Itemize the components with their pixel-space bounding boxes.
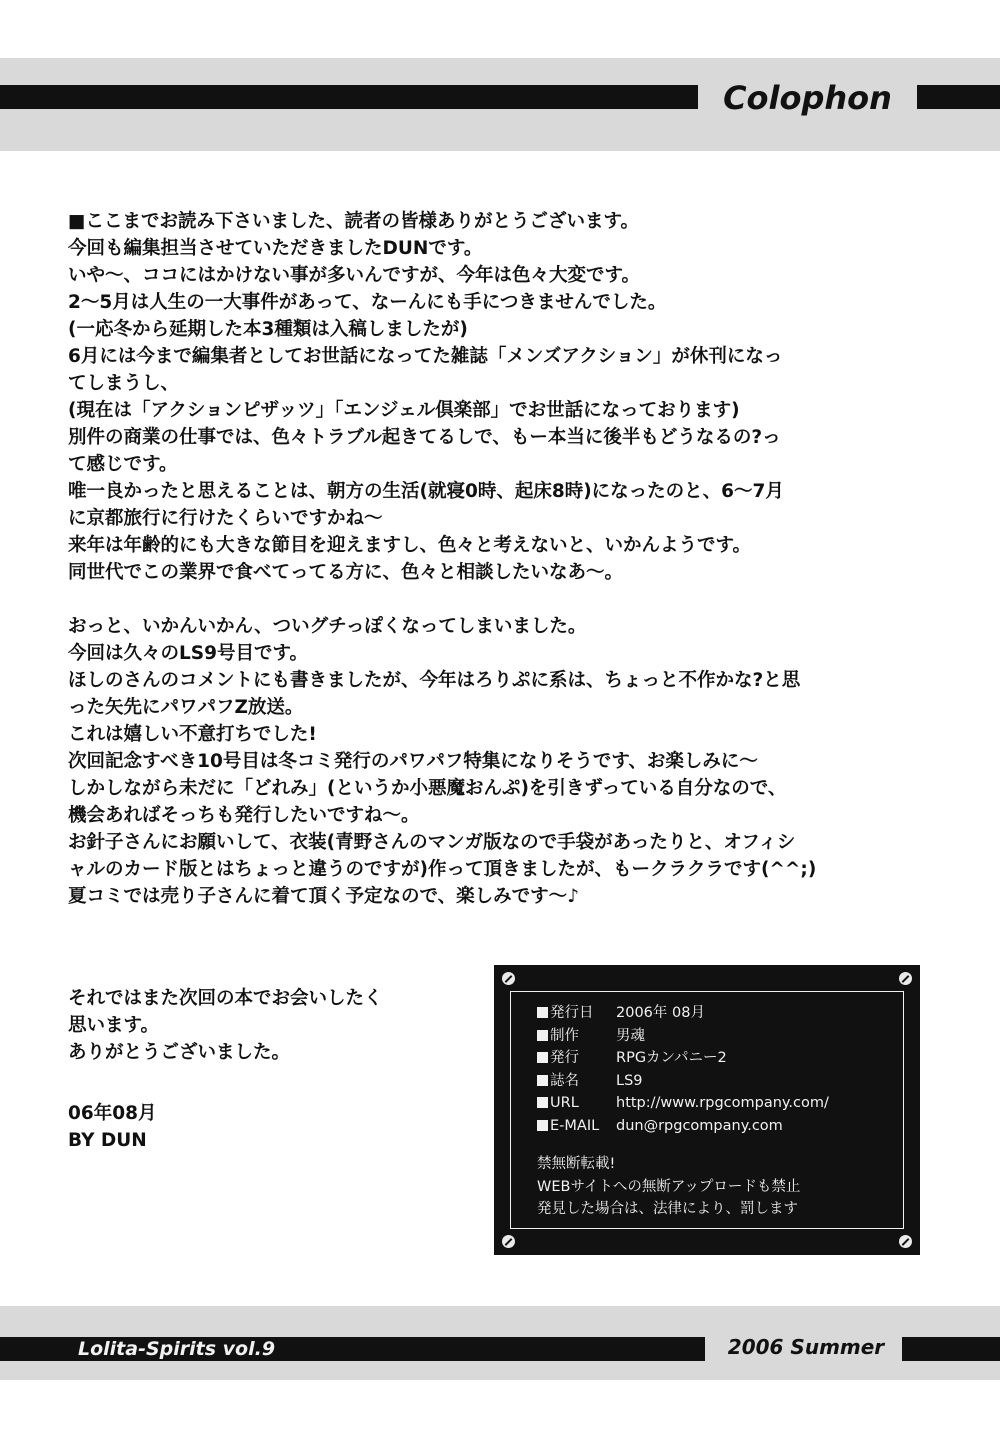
text-line: 機会あればそっちも発行したいですね～。 — [68, 805, 420, 826]
footer-series-title: Lolita-Spirits vol.9 — [78, 1338, 276, 1360]
info-value: 2006年 08月 — [616, 1005, 705, 1021]
info-key: URL — [550, 1095, 579, 1111]
text-line: それではまた次回の本でお会いしたく — [68, 988, 383, 1009]
text-line: (一応冬から延期した本3種類は入稿しましたが) — [68, 319, 468, 340]
text-line: 2～5月は人生の一大事件があって、なーんにも手につきませんでした。 — [68, 292, 667, 313]
signoff — [68, 1100, 368, 1154]
info-value: 男魂 — [616, 1027, 645, 1044]
bullet-square-icon — [537, 1007, 548, 1018]
info-row-publisher — [537, 1047, 893, 1070]
header-stripe-right — [917, 85, 1000, 109]
text-line: (現在は「アクションピザッツ」「エンジェル倶楽部」でお世話になっております) — [68, 400, 740, 421]
bullet-square-icon — [537, 1097, 548, 1108]
info-row-url — [537, 1092, 893, 1115]
text-line: てしまうし、 — [68, 373, 180, 394]
text-line: これは嬉しい不意打ちでした! — [68, 724, 317, 745]
info-note: 発見した場合は、法律により、罰します — [537, 1201, 798, 1217]
paragraph-2 — [68, 613, 948, 910]
info-row-title — [537, 1070, 893, 1093]
header-stripe-left — [0, 85, 698, 109]
screw-icon — [502, 1235, 515, 1248]
signoff-author: BY DUN — [68, 1130, 147, 1151]
screw-icon — [899, 972, 912, 985]
text-line: 今回も編集担当させていただきましたDUNです。 — [68, 238, 483, 259]
info-key: 発行日 — [550, 1005, 594, 1021]
text-line: った矢先にパワパフZ放送。 — [68, 697, 304, 718]
paragraph-1 — [68, 208, 948, 586]
info-row-production — [537, 1025, 893, 1048]
text-line: 唯一良かったと思えることは、朝方の生活(就寝0時、起床8時)になったのと、6～7月 — [68, 481, 784, 502]
page-title: Colophon — [723, 79, 892, 117]
info-row-issue-date — [537, 1002, 893, 1025]
info-key: 誌名 — [550, 1072, 579, 1089]
screw-icon — [502, 972, 515, 985]
text-line: 思います。 — [68, 1015, 160, 1036]
footer-stripe-mid — [300, 1337, 705, 1361]
info-note: WEBサイトへの無断アップロードも禁止 — [537, 1178, 801, 1195]
info-value: LS9 — [616, 1072, 643, 1089]
text-line: ャルのカード版とはちょっと違うのですが)作って頂きましたが、もークラクラです(^^;) — [68, 859, 817, 880]
info-box-content — [537, 1002, 893, 1221]
info-key: 発行 — [550, 1050, 579, 1066]
text-line: お針子さんにお願いして、衣装(青野さんのマンガ版なので手袋があったりと、オフィシ — [68, 832, 796, 853]
info-value: RPGカンパニー2 — [616, 1050, 727, 1066]
text-line: 夏コミでは売り子さんに着て頂く予定なので、楽しみです～♪ — [68, 886, 579, 907]
bullet-square-icon — [537, 1052, 548, 1063]
paragraph-gap — [68, 586, 948, 613]
signoff-date: 06年08月 — [68, 1103, 157, 1124]
screw-icon — [899, 1235, 912, 1248]
text-line: 次回記念すべき10号目は冬コミ発行のパワパフ特集になりそうです、お楽しみに～ — [68, 751, 758, 772]
text-line: ほしのさんのコメントにも書きましたが、今年はろりぷに系は、ちょっと不作かな?と思 — [68, 670, 801, 691]
text-line: しかしながら未だに「どれみ」(というか小悪魔おんぷ)を引きずっている自分なので、 — [68, 778, 787, 799]
text-line: て感じです。 — [68, 454, 178, 475]
bullet-square-icon — [537, 1075, 548, 1086]
text-line: ありがとうございました。 — [68, 1042, 291, 1063]
info-key: 制作 — [550, 1027, 579, 1044]
text-line: 今回は久々のLS9号目です。 — [68, 643, 309, 664]
bullet-square-icon — [537, 1120, 548, 1131]
bullet-square-icon — [537, 1030, 548, 1041]
info-value: dun@rpgcompany.com — [616, 1117, 783, 1134]
text-line: に京都旅行に行けたくらいですかね～ — [68, 508, 383, 529]
text-line: ■ここまでお読み下さいました、読者の皆様ありがとうございます。 — [68, 211, 640, 232]
body-text — [68, 208, 948, 910]
info-note: 禁無断転載! — [537, 1156, 616, 1172]
text-line: いや～、ココにはかけない事が多いんですが、今年は色々大変です。 — [68, 265, 641, 286]
publication-info-box — [494, 965, 920, 1255]
text-line: おっと、いかんいかん、ついグチっぽくなってしまいました。 — [68, 616, 587, 637]
info-value: http://www.rpgcompany.com/ — [616, 1095, 829, 1111]
info-row-email — [537, 1115, 893, 1138]
text-line: 6月には今まで編集者としてお世話になってた雑誌「メンズアクション」が休刊になっ — [68, 346, 783, 367]
info-notes — [537, 1153, 893, 1221]
footer-stripe-right — [902, 1337, 1000, 1361]
text-line: 来年は年齢的にも大きな節目を迎えますし、色々と考えないと、いかんようです。 — [68, 535, 752, 556]
info-key: E-MAIL — [550, 1117, 600, 1134]
text-line: 別件の商業の仕事では、色々トラブル起きてるしで、もー本当に後半もどうなるの?っ — [68, 427, 781, 448]
text-line: 同世代でこの業界で食べてってる方に、色々と相談したいなあ～。 — [68, 562, 624, 583]
closing-text — [68, 985, 488, 1066]
info-box-frame — [510, 991, 904, 1229]
footer-season: 2006 Summer — [727, 1335, 885, 1359]
